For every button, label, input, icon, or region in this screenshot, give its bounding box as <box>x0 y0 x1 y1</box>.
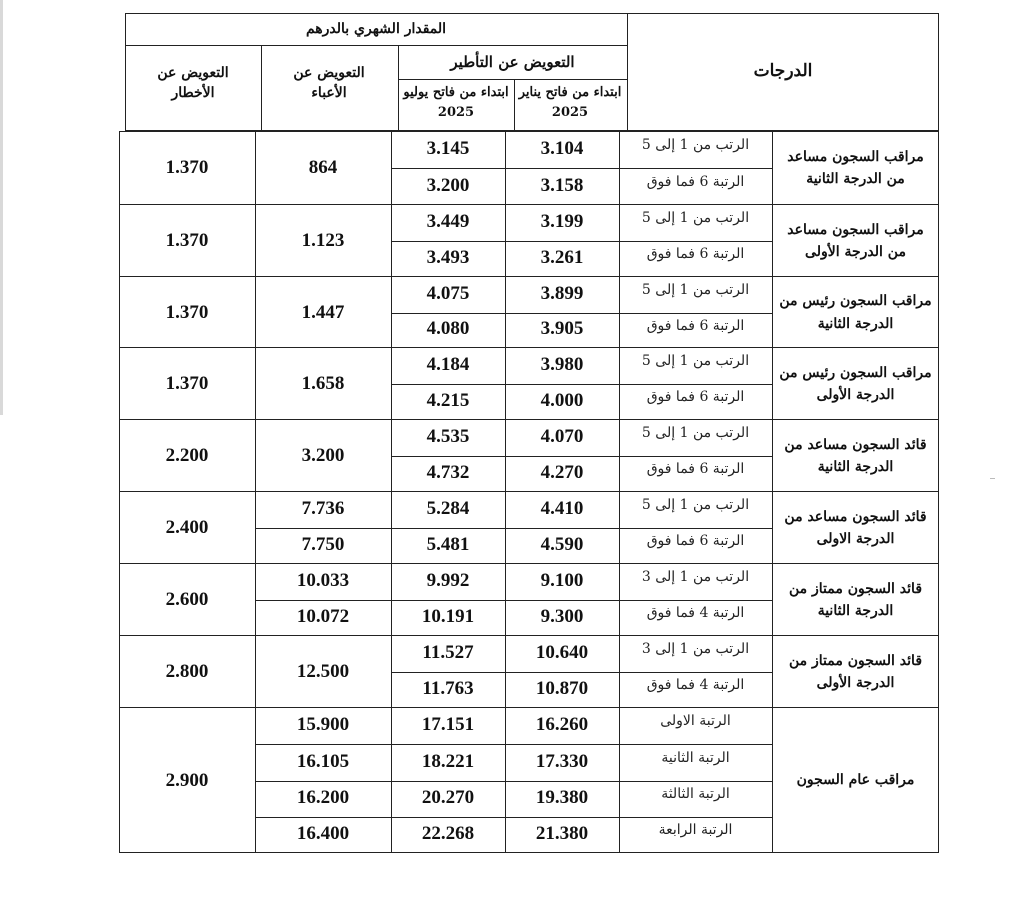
burden-value: 10.033 <box>296 570 350 592</box>
rank-cell: الرتب من 1 إلى 5 <box>641 497 750 514</box>
jan-2025-value: 3.905 <box>540 318 584 340</box>
jul-2025-value: 17.151 <box>421 714 475 736</box>
burden-value: 1.658 <box>301 373 345 395</box>
grade-cell: قائد السجون مساعد من الدرجة الثانية <box>784 436 927 475</box>
jan-2025-value: 4.270 <box>540 462 584 484</box>
jul-2025-value: 4.535 <box>426 426 470 448</box>
jul-2025-value: 4.075 <box>426 282 470 304</box>
from-july-header: ابتداء من فاتح يوليو 2025 <box>403 85 509 120</box>
burden-value: 10.072 <box>296 606 350 628</box>
burden-value: 1.123 <box>301 230 345 252</box>
jan-2025-value: 4.410 <box>540 498 584 520</box>
grade-cell: مراقب السجون رئيس من الدرجة الثانية <box>779 293 932 332</box>
rank-cell: الرتبة 6 فما فوق <box>646 533 745 550</box>
jul-2025-value: 11.527 <box>422 642 474 664</box>
rank-cell: الرتبة الثالثة <box>661 785 730 802</box>
burden-comp-header: التعويض عن الأعباء <box>293 65 365 101</box>
jul-2025-value: 4.184 <box>426 354 470 376</box>
scan-edge-shadow <box>0 0 3 415</box>
jan-2025-value: 3.158 <box>540 174 584 196</box>
degrees-header: الدرجات <box>753 61 813 81</box>
rank-cell: الرتب من 1 إلى 5 <box>641 353 750 370</box>
table-body <box>119 131 939 855</box>
jul-2025-value: 4.732 <box>426 462 470 484</box>
grade-cell: قائد السجون مساعد من الدرجة الاولى <box>784 508 927 547</box>
jan-2025-value: 3.199 <box>540 211 584 233</box>
grade-cell: قائد السجون ممتاز من الدرجة الثانية <box>788 580 923 619</box>
risk-value: 2.800 <box>165 661 209 683</box>
jul-2025-value: 18.221 <box>421 750 475 772</box>
jul-2025-value: 4.080 <box>426 318 470 340</box>
jan-2025-value: 17.330 <box>535 750 589 772</box>
jul-2025-value: 3.145 <box>426 137 470 159</box>
burden-value: 3.200 <box>301 445 345 467</box>
risk-value: 2.400 <box>165 517 209 539</box>
jul-2025-value: 3.200 <box>426 174 470 196</box>
table-header <box>125 13 939 131</box>
rank-cell: الرتب من 1 إلى 5 <box>641 136 750 153</box>
rank-cell: الرتبة 4 فما فوق <box>646 605 745 622</box>
grade-cell: مراقب السجون مساعد من الدرجة الثانية <box>787 148 924 187</box>
risk-value: 1.370 <box>165 230 209 252</box>
burden-value: 864 <box>308 157 338 179</box>
monthly-amount-header: المقدار الشهري بالدرهم <box>305 21 447 37</box>
rank-cell: الرتبة 6 فما فوق <box>646 246 745 263</box>
scan-mark <box>990 478 995 479</box>
burden-value: 7.750 <box>301 534 345 556</box>
risk-value: 1.370 <box>165 373 209 395</box>
jan-2025-value: 4.070 <box>540 426 584 448</box>
supervision-comp-header: التعويض عن التأطير <box>450 53 575 71</box>
burden-value: 7.736 <box>301 498 345 520</box>
grade-cell: مراقب عام السجون <box>796 772 915 789</box>
grade-cell: مراقب السجون رئيس من الدرجة الأولى <box>779 364 932 403</box>
burden-value: 16.400 <box>296 823 350 844</box>
risk-value: 2.200 <box>165 445 209 467</box>
burden-value: 1.447 <box>301 301 345 323</box>
rank-cell: الرتب من 1 إلى 5 <box>641 210 750 227</box>
jan-2025-value: 19.380 <box>535 786 589 808</box>
jan-2025-value: 21.380 <box>535 823 589 844</box>
grade-cell: قائد السجون ممتاز من الدرجة الأولى <box>788 652 923 691</box>
rank-cell: الرتبة الثانية <box>661 749 730 766</box>
jul-2025-value: 11.763 <box>422 678 474 700</box>
risk-value: 2.600 <box>165 589 209 611</box>
jul-2025-value: 22.268 <box>421 823 475 844</box>
rank-cell: الرتبة 6 فما فوق <box>646 389 745 406</box>
risk-comp-header: التعويض عن الأخطار <box>157 65 229 101</box>
jul-2025-value: 20.270 <box>421 786 475 808</box>
jul-2025-value: 3.493 <box>426 247 470 269</box>
rank-cell: الرتبة 6 فما فوق <box>646 461 745 478</box>
jan-2025-value: 10.870 <box>535 678 589 700</box>
risk-value: 2.900 <box>165 769 209 791</box>
jul-2025-value: 10.191 <box>421 606 475 628</box>
jan-2025-value: 3.980 <box>540 354 584 376</box>
rank-cell: الرتب من 1 إلى 5 <box>641 425 750 442</box>
jul-2025-value: 5.284 <box>426 498 470 520</box>
jan-2025-value: 3.104 <box>540 137 584 159</box>
rank-cell: الرتبة الاولى <box>660 713 731 730</box>
jan-2025-value: 16.260 <box>535 714 589 736</box>
burden-value: 16.105 <box>296 750 350 772</box>
jan-2025-value: 4.000 <box>540 390 584 412</box>
jan-2025-value: 3.261 <box>540 247 584 269</box>
jan-2025-value: 4.590 <box>540 534 584 556</box>
rank-cell: الرتبة الرابعة <box>658 822 733 839</box>
jan-2025-value: 9.100 <box>540 570 584 592</box>
from-january-header: ابتداء من فاتح يناير 2025 <box>518 85 622 120</box>
jul-2025-value: 3.449 <box>426 211 470 233</box>
jul-2025-value: 5.481 <box>426 534 470 556</box>
jul-2025-value: 9.992 <box>426 570 470 592</box>
jul-2025-value: 4.215 <box>426 390 470 412</box>
burden-value: 16.200 <box>296 786 350 808</box>
rank-cell: الرتب من 1 إلى 5 <box>641 282 750 298</box>
grade-cell: مراقب السجون مساعد من الدرجة الأولى <box>787 221 924 260</box>
rank-cell: الرتب من 1 إلى 3 <box>641 641 750 658</box>
rank-cell: الرتبة 6 فما فوق <box>646 317 745 334</box>
jan-2025-value: 10.640 <box>535 642 589 664</box>
risk-value: 1.370 <box>165 157 209 179</box>
rank-cell: الرتب من 1 إلى 3 <box>641 569 750 586</box>
risk-value: 1.370 <box>165 301 209 323</box>
jan-2025-value: 3.899 <box>540 282 584 304</box>
jan-2025-value: 9.300 <box>540 606 584 628</box>
rank-cell: الرتبة 6 فما فوق <box>646 173 745 190</box>
rank-cell: الرتبة 4 فما فوق <box>646 677 745 694</box>
burden-value: 12.500 <box>296 661 350 683</box>
burden-value: 15.900 <box>296 714 350 736</box>
